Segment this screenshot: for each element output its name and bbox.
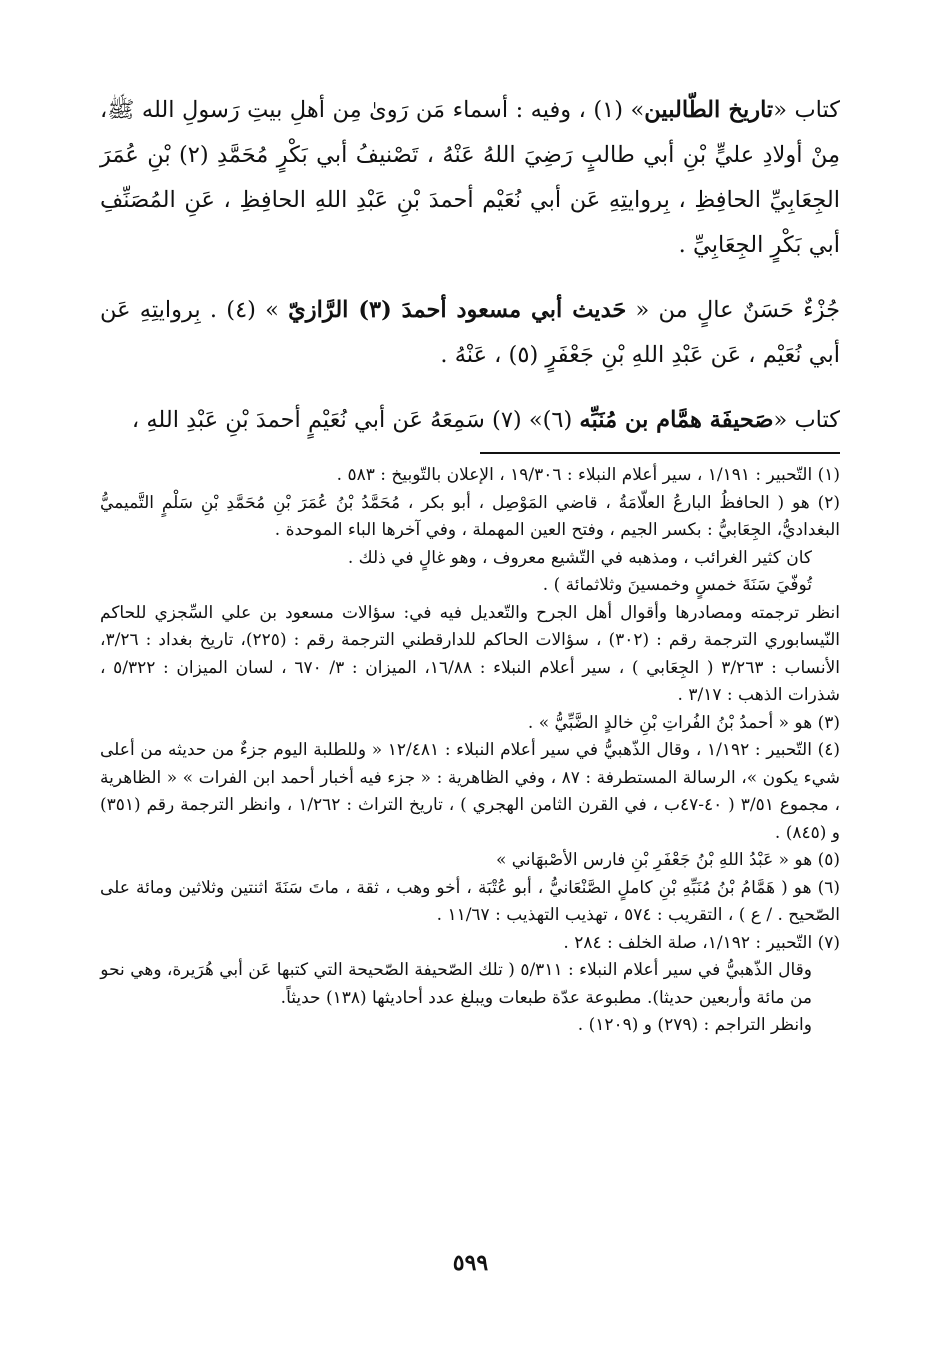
paragraph-2	[100, 288, 840, 378]
paragraph-1-body: » (١) ، وفيه : أسماء مَن رَوىٰ مِن أهلِ بيتِ رَسولِ الله ﷺ، مِنْ أولادِ عليٍّ بْنِ أبي طالبٍ رَضِيَ اللهُ عَنْهُ ، تَصْنيفُ أبي بَكْرٍ مُحَمَّدِ (٢) بْنِ عُمَرَ الجِعَابِيِّ الحافِظِ ، بِروايتِهِ عَن أبي نُعَيْم أحمدَ بْنِ عَبْدِ اللهِ الحافِظِ ، عَنِ المُصَنِّفِ أبي بَكْرٍ الجِعَابِيِّ .	[100, 97, 841, 258]
paragraph-2-lead: جُزْءٌ حَسَنٌ عالٍ من «	[626, 297, 841, 323]
page-number: ٥٩٩	[452, 1250, 489, 1276]
paragraph-1	[100, 88, 840, 268]
footnote-2: (٢) هو ( الحافظُ البارعُ العلّامَةُ ، قاضي المَوْصِل ، أبو بكر ، مُحَمَّدُ بْنُ عُمَرَ بْنِ مُحَمَّدِ بْنِ سَلْمٍ التَّميميُّ البغداديُّ، الجِعَابيُّ : بكسر الجيم ، وفتح العين المهملة ، وفي آخرها الباء الموحدة .	[100, 492, 840, 540]
footnote-1: (١) التّحبير : ١/١٩١ ، سير أعلام النبلاء : ١٩/٣٠٦ ، الإعلان بالتّوبيخ : ٥٨٣ .	[336, 465, 840, 485]
main-text	[100, 88, 840, 463]
footnote-divider	[480, 452, 840, 454]
footnote-7: (٧) التّحبير : ١/١٩٢، صلة الخلف : ٢٨٤ .	[563, 932, 840, 953]
paragraph-2-body: » (٤) . بِروايتِهِ عَن أبي نُعَيْم ، عَن عَبْدِ اللهِ بْنِ جَعْفَرٍ (٥) ، عَنْهُ .	[100, 297, 840, 368]
footnote-7-line-2: وقال الذّهبيُّ في سير أعلام النبلاء : ٥/٣١١ ( تلك الصّحيفة الصّحيحة التي كتبها عَن أبي هُرَيرة، وهي نحو من مائة وأربعين حديثا). مطبوعة عدّة طبعات ويبلغ عدد أحاديثها (١٣٨) حديثاً.	[100, 960, 812, 1008]
paragraph-3-body: (٦)» (٧) سَمِعَهُ عَن أبي نُعَيْمٍ أحمدَ بْنِ عَبْدِ اللهِ ،	[131, 407, 580, 433]
footnotes	[100, 462, 840, 1040]
footnote-4: (٤) التّحبير : ١/١٩٢ ، وقال الذّهبيُّ في سير أعلام النبلاء : ١٢/٤٨١ « وللطلبة اليوم جزءٌ من حديثه من أعلى شيء يكون »، الرسالة المستطرفة : ٨٧ ، وفي الظاهرية : « جزء فيه أخبار أحمد ابن الفرات » « الظاهرية ، مجموع ٣/٥١ ( ٤٠-٤٧ب ، في القرن الثامن الهجري ) ، تاريخ التراث : ١/٢٦٢ ، وانظر الترجمة رقم (٣٥١) و (٨٤٥) .	[100, 740, 840, 843]
footnote-7-line-3: وانظر التراجم : (٢٧٩) و (١٢٠٩) .	[577, 1015, 812, 1035]
book-title-2: حَديث أبي مسعود أحمدَ (٣) الرَّازيّ	[288, 297, 627, 323]
book-title-3: صَحيفَة همَّام بن مُنَبِّه	[579, 407, 774, 433]
paragraph-3-lead: كتاب «	[773, 407, 840, 433]
paragraph-3	[100, 398, 840, 443]
footnote-6: (٦) هو ( هَمَّامُ بْنُ مُنَبِّهِ بْنِ كاملٍ الصَّنْعَانيُّ ، أبو عُتْبَة ، أخو وهب ، ثقة ، ماتَ سَنَةَ اثنتين وثلاثين ومائة على الصّحيح . / ع ) ، التقريب : ٥٧٤ ، تهذيب التهذيب : ١١/٦٧ .	[100, 877, 840, 925]
footnote-5: (٥) هو « عَبْدُ اللهِ بْنُ جَعْفَرِ بْنِ فارس الأصْبهَاني »	[495, 850, 840, 870]
footnote-2-line-3: تُوفّيَ سَنَةَ خمسٍ وخمسينَ وثلاثمائة ) .	[542, 575, 812, 595]
footnote-3: (٣) هو « أحمدُ بْنُ الفُراتِ بْنِ خالدٍ الضَّبِّيُّ » .	[527, 712, 840, 733]
footnote-2-line-2: كان كثير الغرائب ، ومذهبه في التّشيع معروف ، وهو غالٍ في ذلك .	[347, 547, 812, 568]
book-title-1: تاريخ الطّالبين	[644, 97, 774, 123]
footnote-2-references: انظر ترجمته ومصادرها وأقوال أهل الجرح والتّعديل فيه في: سؤالات مسعود بن علي السِّجزي للحاكم النّيسابوري الترجمة رقم : (٣٠٢) ، سؤالات الحاكم للدارقطني الترجمة رقم : (٢٢٥)، تاريخ بغداد : ٣/٢٦، الأنساب : ٣/٢٦٣ ( الجِعَابي ) ، سير أعلام النبلاء : ١٦/٨٨، الميزان : ٣/ ٦٧٠ ، لسان الميزان : ٥/٣٢٢ ، شذرات الذهب : ٣/١٧ .	[100, 602, 841, 705]
paragraph-1-lead: كتاب «	[773, 97, 840, 123]
